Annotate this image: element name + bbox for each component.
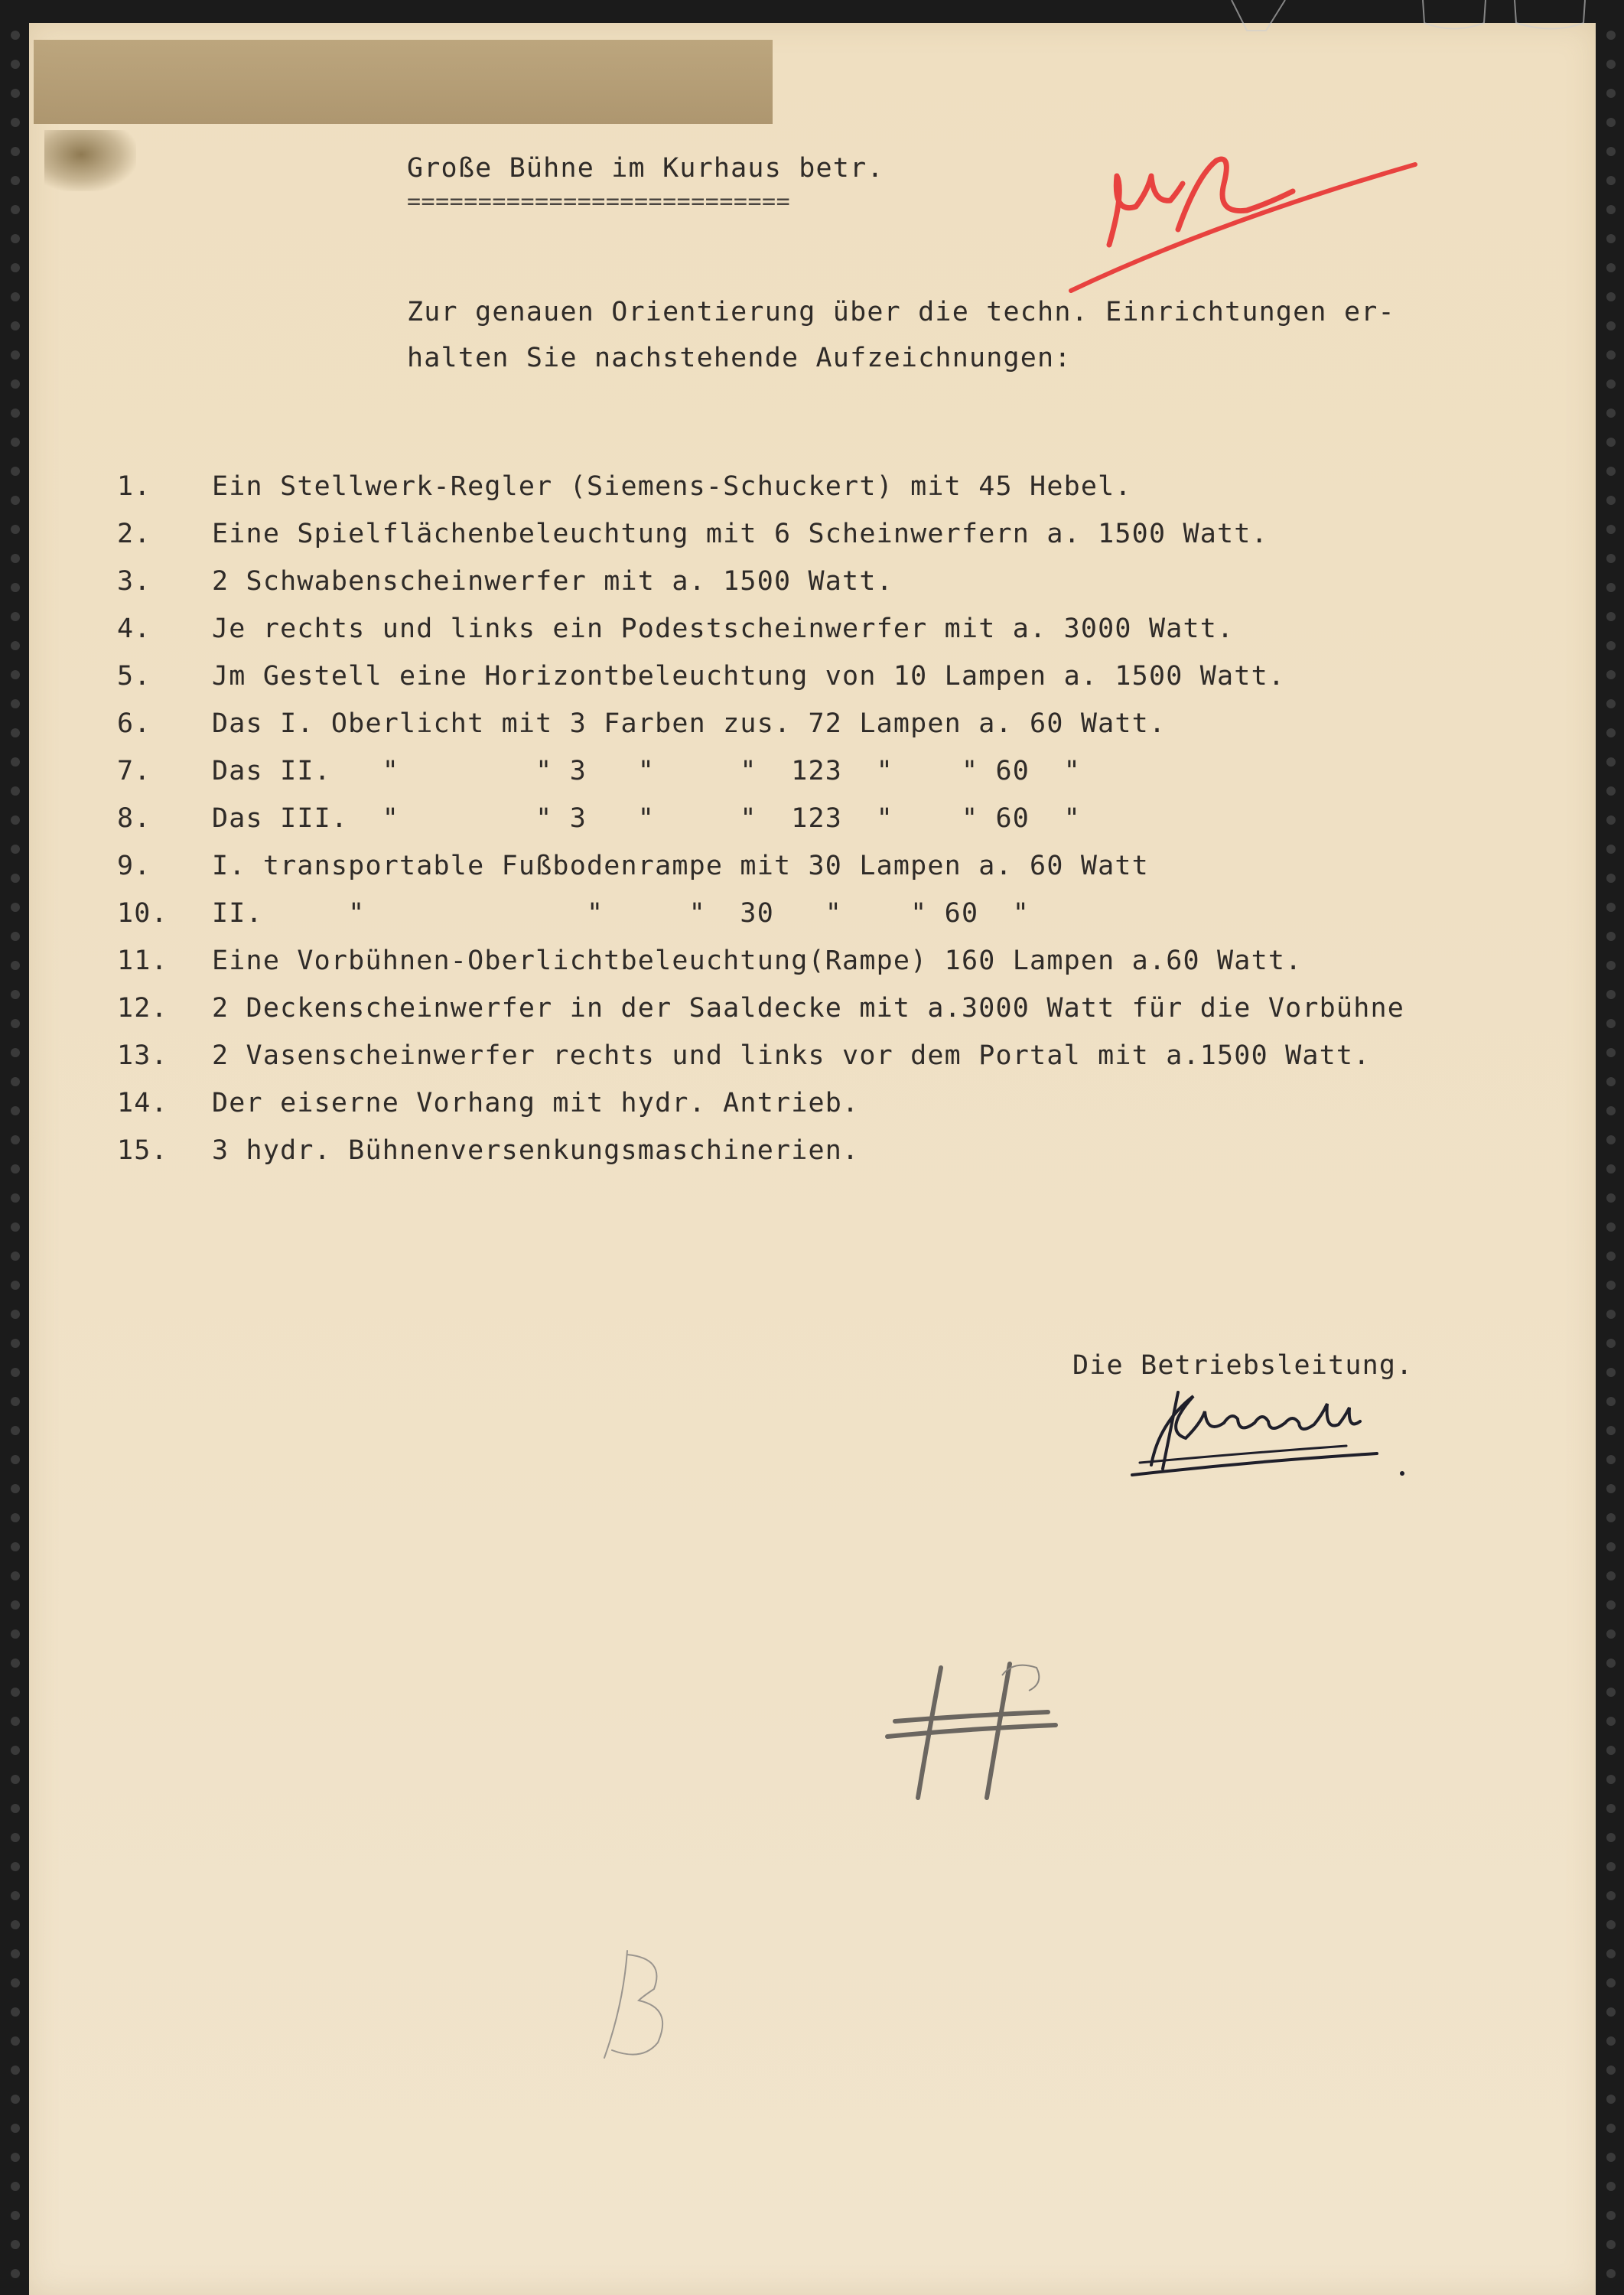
- perforation-hole: [1606, 1833, 1616, 1842]
- perforation-hole: [11, 1688, 20, 1697]
- perforation-hole: [11, 2095, 20, 2104]
- perforation-hole: [1606, 31, 1616, 40]
- perforation-hole: [1606, 118, 1616, 127]
- perforation-hole: [11, 1629, 20, 1639]
- perforation-hole: [11, 2182, 20, 2191]
- perforation-hole: [1606, 525, 1616, 534]
- pencil-mark-h: [872, 1645, 1071, 1813]
- perforation-hole: [11, 961, 20, 970]
- perforation-hole: [1606, 1019, 1616, 1028]
- list-item-text: 2 Deckenscheinwerfer in der Saaldecke mit a.3000 Watt für die Vorbühne: [212, 993, 1405, 1024]
- list-item-number: 8.: [117, 803, 151, 834]
- perforation-hole: [11, 1077, 20, 1086]
- perforation-hole: [11, 147, 20, 156]
- perforation-hole: [11, 1775, 20, 1784]
- perforation-hole: [1606, 1106, 1616, 1115]
- perforation-hole: [1606, 670, 1616, 679]
- perforation-hole: [11, 496, 20, 505]
- perforation-hole: [11, 1659, 20, 1668]
- perforation-hole: [11, 1193, 20, 1203]
- perforation-hole: [11, 2240, 20, 2249]
- list-item-number: 6.: [117, 708, 151, 739]
- perforation-hole: [1606, 467, 1616, 476]
- perforation-hole: [11, 728, 20, 737]
- perforation-hole: [1606, 205, 1616, 214]
- perforation-hole: [1606, 554, 1616, 563]
- perforation-hole: [1606, 2269, 1616, 2278]
- perforation-hole: [1606, 1484, 1616, 1493]
- list-item-text: 2 Vasenscheinwerfer rechts und links vor dem Portal mit a.1500 Watt.: [212, 1040, 1371, 1071]
- perforation-hole: [1606, 2182, 1616, 2191]
- perforation-hole: [11, 845, 20, 854]
- perforation-hole: [1606, 612, 1616, 621]
- list-item-text: 2 Schwabenscheinwerfer mit a. 1500 Watt.: [212, 566, 893, 597]
- perforation-hole: [11, 1339, 20, 1348]
- perforation-hole: [1606, 2153, 1616, 2162]
- perforation-hole: [11, 205, 20, 214]
- perforation-hole: [1606, 1949, 1616, 1958]
- perforation-hole: [1606, 2066, 1616, 2075]
- list-item: [117, 993, 1404, 1024]
- list-item-text: II. " " " 30 " " 60 ": [212, 898, 1030, 929]
- perforation-hole: [11, 1397, 20, 1406]
- perforation-hole: [11, 583, 20, 592]
- perforation-hole: [11, 1048, 20, 1057]
- perforation-hole: [11, 2066, 20, 2075]
- list-item: [117, 851, 1149, 881]
- perforation-hole: [11, 757, 20, 767]
- perforation-hole: [1606, 147, 1616, 156]
- perforation-hole: [11, 903, 20, 912]
- perforation-hole: [11, 292, 20, 301]
- perforation-hole: [1606, 321, 1616, 330]
- perforation-hole: [11, 1920, 20, 1929]
- perforation-hole: [11, 699, 20, 708]
- perforation-hole: [1606, 2240, 1616, 2249]
- list-item-number: 10.: [117, 898, 168, 929]
- list-item: [117, 1135, 859, 1166]
- perforation-hole: [1606, 2095, 1616, 2104]
- perforation-hole: [1606, 1164, 1616, 1174]
- perforation-hole: [1606, 2124, 1616, 2133]
- perforation-hole: [1606, 1426, 1616, 1435]
- perforation-hole: [1606, 1252, 1616, 1261]
- perforation-hole: [1606, 1920, 1616, 1929]
- list-item-number: 14.: [117, 1088, 168, 1118]
- perforation-hole: [1606, 990, 1616, 999]
- list-item-number: 5.: [117, 661, 151, 692]
- list-item-number: 15.: [117, 1135, 168, 1166]
- perforation-hole: [1606, 1978, 1616, 1987]
- list-item-text: Je rechts und links ein Podestscheinwerfer mit a. 3000 Watt.: [212, 614, 1235, 644]
- perforation-hole: [1606, 583, 1616, 592]
- perforation-hole: [1606, 350, 1616, 360]
- list-item: [117, 1040, 1370, 1071]
- pencil-mark-b: [581, 1935, 704, 2073]
- perforation-hole: [11, 1513, 20, 1522]
- list-item: [117, 756, 1081, 786]
- perforation-hole: [1606, 234, 1616, 243]
- perforation-hole: [11, 379, 20, 389]
- perforation-hole: [11, 990, 20, 999]
- perforation-hole: [11, 932, 20, 941]
- perforation-hole: [11, 1833, 20, 1842]
- list-item-number: 9.: [117, 851, 151, 881]
- list-item-number: 11.: [117, 946, 168, 976]
- list-item-text: Der eiserne Vorhang mit hydr. Antrieb.: [212, 1088, 860, 1118]
- paper-stain: [44, 130, 136, 191]
- perforation-hole: [11, 1222, 20, 1232]
- list-item-number: 12.: [117, 993, 168, 1024]
- intro-line-2: halten Sie nachstehende Aufzeichnungen:: [407, 343, 1072, 373]
- list-item-number: 4.: [117, 614, 151, 644]
- archive-sleeve-edge: [1224, 0, 1606, 61]
- list-item-number: 2.: [117, 519, 151, 549]
- title-underline: ===========================: [407, 188, 791, 215]
- perforation-hole: [1606, 89, 1616, 98]
- perforation-hole: [11, 2153, 20, 2162]
- closing-line: Die Betriebsleitung.: [1072, 1350, 1414, 1381]
- perforation-hole: [11, 1804, 20, 1813]
- list-item-text: Eine Vorbühnen-Oberlichtbeleuchtung(Rampe) 160 Lampen a.60 Watt.: [212, 946, 1303, 976]
- red-pencil-annotation: [1063, 130, 1446, 298]
- list-item: [117, 898, 1030, 929]
- perforation-hole: [1606, 176, 1616, 185]
- perforation-hole: [1606, 1368, 1616, 1377]
- perforation-hole: [11, 1862, 20, 1871]
- perforation-hole: [1606, 1862, 1616, 1871]
- perforation-hole: [11, 467, 20, 476]
- list-item: [117, 471, 1132, 502]
- perforation-hole: [1606, 1281, 1616, 1290]
- perforation-hole: [1606, 961, 1616, 970]
- list-item: [117, 566, 893, 597]
- perforation-hole: [1606, 1455, 1616, 1464]
- perforation-hole: [1606, 932, 1616, 941]
- perforation-hole: [11, 874, 20, 883]
- perforation-hole: [11, 2211, 20, 2220]
- perforation-hole: [1606, 903, 1616, 912]
- perforation-hole: [11, 1571, 20, 1580]
- list-item-text: 3 hydr. Bühnenversenkungsmaschinerien.: [212, 1135, 860, 1166]
- perforation-hole: [11, 1542, 20, 1551]
- list-item: [117, 1088, 859, 1118]
- list-item: [117, 946, 1302, 976]
- list-item-text: Ein Stellwerk-Regler (Siemens-Schuckert) mit 45 Hebel.: [212, 471, 1132, 502]
- list-item-text: Das I. Oberlicht mit 3 Farben zus. 72 Lampen a. 60 Watt.: [212, 708, 1167, 739]
- perforation-hole: [11, 1484, 20, 1493]
- list-item-number: 3.: [117, 566, 151, 597]
- perforation-hole: [11, 1135, 20, 1144]
- perforation-hole: [1606, 1135, 1616, 1144]
- perforation-hole: [1606, 1717, 1616, 1726]
- perforation-hole: [1606, 1193, 1616, 1203]
- left-perforation: [0, 0, 31, 2295]
- perforation-hole: [11, 525, 20, 534]
- perforation-hole: [11, 1019, 20, 1028]
- list-item: [117, 614, 1234, 644]
- perforation-hole: [11, 176, 20, 185]
- perforation-hole: [11, 350, 20, 360]
- perforation-hole: [11, 1746, 20, 1755]
- list-item-text: Das II. " " 3 " " 123 " " 60 ": [212, 756, 1081, 786]
- perforation-hole: [1606, 786, 1616, 796]
- perforation-hole: [1606, 2036, 1616, 2046]
- right-perforation: [1596, 0, 1624, 2295]
- perforation-hole: [11, 2036, 20, 2046]
- perforation-hole: [11, 1368, 20, 1377]
- list-item-number: 7.: [117, 756, 151, 786]
- perforation-hole: [1606, 1600, 1616, 1610]
- tape-strip: [34, 40, 773, 124]
- list-item: [117, 661, 1285, 692]
- perforation-hole: [11, 2007, 20, 2017]
- list-item: [117, 803, 1081, 834]
- perforation-hole: [11, 409, 20, 418]
- perforation-hole: [1606, 1310, 1616, 1319]
- perforation-hole: [11, 641, 20, 650]
- perforation-hole: [11, 1891, 20, 1900]
- perforation-hole: [11, 1717, 20, 1726]
- perforation-hole: [11, 1310, 20, 1319]
- list-item-text: Eine Spielflächenbeleuchtung mit 6 Scheinwerfern a. 1500 Watt.: [212, 519, 1268, 549]
- perforation-hole: [1606, 1513, 1616, 1522]
- perforation-hole: [1606, 438, 1616, 447]
- perforation-hole: [1606, 1659, 1616, 1668]
- perforation-hole: [11, 612, 20, 621]
- perforation-hole: [1606, 1629, 1616, 1639]
- perforation-hole: [1606, 1077, 1616, 1086]
- perforation-hole: [11, 2269, 20, 2278]
- perforation-hole: [11, 438, 20, 447]
- perforation-hole: [1606, 2211, 1616, 2220]
- perforation-hole: [11, 321, 20, 330]
- perforation-hole: [11, 1252, 20, 1261]
- perforation-hole: [1606, 379, 1616, 389]
- perforation-hole: [1606, 263, 1616, 272]
- perforation-hole: [1606, 409, 1616, 418]
- perforation-hole: [11, 670, 20, 679]
- perforation-hole: [11, 118, 20, 127]
- list-item: [117, 708, 1166, 739]
- list-item-text: I. transportable Fußbodenrampe mit 30 Lampen a. 60 Watt: [212, 851, 1149, 881]
- perforation-hole: [11, 1978, 20, 1987]
- document-title: Große Bühne im Kurhaus betr.: [407, 153, 884, 184]
- perforation-hole: [1606, 641, 1616, 650]
- perforation-hole: [11, 263, 20, 272]
- perforation-hole: [1606, 1542, 1616, 1551]
- perforation-hole: [1606, 1775, 1616, 1784]
- perforation-hole: [11, 1949, 20, 1958]
- perforation-hole: [1606, 874, 1616, 883]
- perforation-hole: [1606, 1804, 1616, 1813]
- perforation-hole: [11, 234, 20, 243]
- perforation-hole: [11, 1600, 20, 1610]
- list-item-text: Das III. " " 3 " " 123 " " 60 ": [212, 803, 1081, 834]
- perforation-hole: [11, 2124, 20, 2133]
- perforation-hole: [1606, 1397, 1616, 1406]
- perforation-hole: [11, 786, 20, 796]
- perforation-hole: [1606, 60, 1616, 69]
- perforation-hole: [11, 1106, 20, 1115]
- perforation-hole: [1606, 757, 1616, 767]
- perforation-hole: [1606, 292, 1616, 301]
- handwritten-signature: [1117, 1377, 1423, 1484]
- perforation-hole: [11, 89, 20, 98]
- perforation-hole: [1606, 845, 1616, 854]
- perforation-hole: [1606, 496, 1616, 505]
- perforation-hole: [1606, 1339, 1616, 1348]
- perforation-hole: [11, 815, 20, 825]
- perforation-hole: [1606, 1688, 1616, 1697]
- list-item-number: 1.: [117, 471, 151, 502]
- perforation-hole: [1606, 815, 1616, 825]
- perforation-hole: [11, 60, 20, 69]
- perforation-hole: [11, 554, 20, 563]
- perforation-hole: [11, 1426, 20, 1435]
- perforation-hole: [11, 1281, 20, 1290]
- list-item: [117, 519, 1268, 549]
- list-item-number: 13.: [117, 1040, 168, 1071]
- perforation-hole: [1606, 1048, 1616, 1057]
- perforation-hole: [1606, 728, 1616, 737]
- perforation-hole: [1606, 1891, 1616, 1900]
- perforation-hole: [11, 1455, 20, 1464]
- perforation-hole: [1606, 699, 1616, 708]
- perforation-hole: [1606, 1222, 1616, 1232]
- perforation-hole: [1606, 1571, 1616, 1580]
- list-item-text: Jm Gestell eine Horizontbeleuchtung von 10 Lampen a. 1500 Watt.: [212, 661, 1286, 692]
- perforation-hole: [11, 31, 20, 40]
- intro-line-1: Zur genauen Orientierung über die techn. Einrichtungen er-: [407, 297, 1395, 327]
- perforation-hole: [1606, 2007, 1616, 2017]
- perforation-hole: [1606, 1746, 1616, 1755]
- perforation-hole: [11, 1164, 20, 1174]
